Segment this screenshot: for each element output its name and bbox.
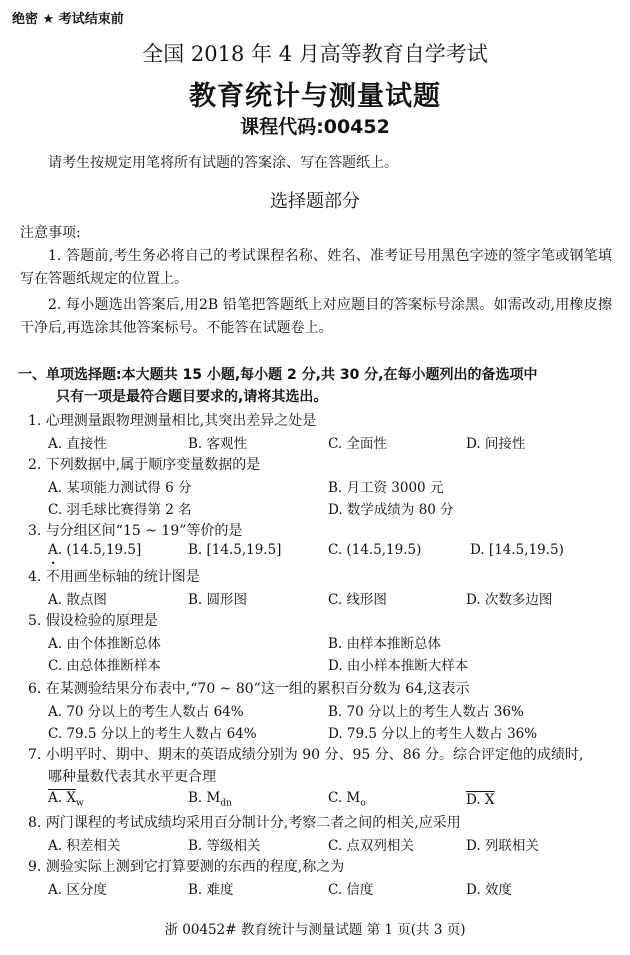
question-9-stem: 9. 测验实际上测到它打算要测的东西的程度,称之为 [28,859,345,875]
notice-item-2: 2. 每小题选出答案后,用2B 铅笔把答题纸上对应题目的答案标号涂黑。如需改动,用橡皮擦干净后,再选涂其他答案标号。不能答在试题卷上。 [20,297,612,336]
question-7-option-a-subscript: w [75,798,84,809]
question-1-option-b: B. 客观性 [188,436,248,452]
question-8-option-c: C. 点双列相关 [328,838,414,854]
question-4-option-b: B. 圆形图 [188,592,248,608]
question-9-option-d: D. 效度 [466,882,512,898]
question-2-option-a: A. 某项能力测试得 6 分 [48,480,192,496]
part-one-heading-line2: 只有一项是最符合题目要求的,请将其选出。 [56,389,328,405]
question-2-stem: 2. 下列数据中,属于顺序变量数据的是 [28,457,261,473]
question-2-option-d: D. 数学成绩为 80 分 [328,502,454,518]
question-7-stem: 7. 小明平时、期中、期末的英语成绩分别为 90 分、95 分、86 分。综合评定他的成绩时, [28,747,584,763]
question-4-stem-prefix: 4. [28,569,46,585]
question-4-stem-rest: 用画坐标轴的统计图是 [59,569,200,585]
question-7-option-c [328,790,366,809]
question-1-option-d: D. 间接性 [466,436,526,452]
question-4-option-c: C. 线形图 [328,592,387,608]
part-one-heading-line1: 一、单项选择题:本大题共 15 小题,每小题 2 分,共 30 分,在每小题列出的备选项中 [18,367,538,383]
question-7-option-c-subscript: o [360,798,366,809]
question-9-option-a: A. 区分度 [48,882,107,898]
part-one-heading [18,364,538,408]
confidential-mark: 绝密 ★ 考试结束前 [12,12,124,27]
section-title: 选择题部分 [270,191,360,212]
question-5-option-c: C. 由总体推断样本 [48,658,161,674]
question-6-option-c: C. 79.5 分以上的考生人数占 64% [48,726,257,742]
question-3-option-a: A. (14.5,19.5] [48,542,142,558]
question-9-option-b: B. 难度 [188,882,234,898]
question-6-option-b: B. 70 分以上的考生人数占 36% [328,704,524,720]
answer-instruction: 请考生按规定用笔将所有试题的答案涂、写在答题纸上。 [48,155,398,171]
question-8-option-b: B. 等级相关 [188,838,261,854]
question-7-option-c-text: C. M [328,790,361,806]
question-4-option-a: A. 散点图 [48,592,107,608]
question-6-stem: 6. 在某测验结果分布表中,“70 ~ 80”这一组的累积百分数为 64,这表示 [28,681,470,697]
question-5-option-a: A. 由个体推断总体 [48,636,161,652]
question-1-option-c: C. 全面性 [328,436,387,452]
exam-title: 全国 2018 年 4 月高等教育自学考试 [142,42,488,66]
page-footer: 浙 00452# 教育统计与测量试题 第 1 页(共 3 页) [164,922,466,938]
question-4-stem [28,566,200,586]
question-4-emphasis: 不 [45,569,60,585]
page-title: 教育统计与测量试题 [189,81,441,112]
question-3-stem: 3. 与分组区间“15 ~ 19”等价的是 [28,523,243,539]
question-9-option-c: C. 信度 [328,882,374,898]
question-2-option-b: B. 月工资 3000 元 [328,480,444,496]
notice-item-1: 1. 答题前,考生务必将自己的考试课程名称、姓名、准考证号用黑色字迹的签字笔或钢笔填写在答题纸规定的位置上。 [20,248,612,287]
notice-heading: 注意事项: [20,225,81,241]
question-3-option-d: D. [14.5,19.5) [470,542,564,558]
question-5-option-d: D. 由小样本推断大样本 [328,658,469,674]
question-2-option-c: C. 羽毛球比赛得第 2 名 [48,502,192,518]
question-3-option-c: C. (14.5,19.5) [328,542,422,558]
question-7-option-b-subscript: dn [220,798,232,809]
question-3-option-b: B. [14.5,19.5] [188,542,282,558]
question-8-option-d: D. 列联相关 [466,838,539,854]
question-6-option-a: A. 70 分以上的考生人数占 64% [48,704,244,720]
question-5-option-b: B. 由样本推断总体 [328,636,442,652]
question-7-option-a-text: A. X [48,790,76,806]
question-8-option-a: A. 积差相关 [48,838,121,854]
course-code: 课程代码:00452 [240,116,390,138]
question-8-stem: 8. 两门课程的考试成绩均采用百分制计分,考察二者之间的相关,应采用 [28,815,461,831]
question-6-option-d: D. 79.5 分以上的考生人数占 36% [328,726,538,742]
question-7-option-d [466,792,495,808]
question-1-option-a: A. 直接性 [48,436,107,452]
question-7-option-b [188,790,232,809]
question-5-stem: 5. 假设检验的原理是 [28,613,158,629]
question-4-option-d: D. 次数多边图 [466,592,553,608]
question-7-stem-continued: 哪种量数代表其水平更合理 [48,769,216,785]
question-7-option-b-text: B. M [188,790,221,806]
question-7-option-a [48,790,84,809]
question-7-option-d-text: D. X [466,792,495,808]
question-1-stem: 1. 心理测量跟物理测量相比,其突出差异之处是 [28,413,317,429]
